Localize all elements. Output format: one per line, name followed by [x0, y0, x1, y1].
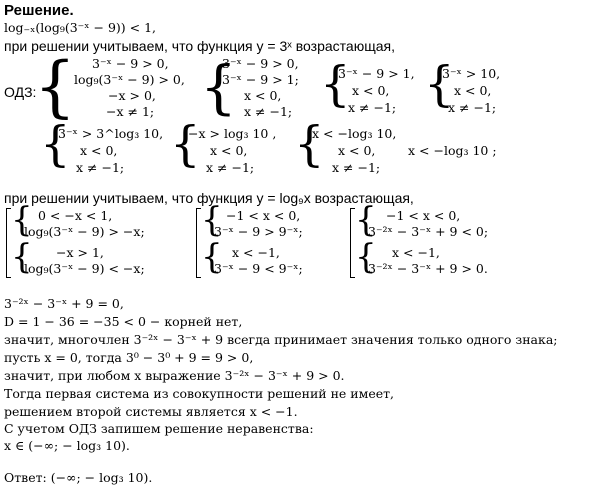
sys4-line: 3⁻ˣ > 10, [442, 66, 501, 81]
set3b-line: 3⁻²ˣ − 3⁻ˣ + 9 > 0. [368, 261, 488, 276]
sys5-line: x < 0, [80, 143, 118, 158]
sys2-line: 3⁻ˣ − 9 > 0, [222, 56, 299, 71]
sys6-line: x < 0, [210, 143, 248, 158]
note-exponential: при решении учитываем, что функция y = 3ˣ возрастающая, [4, 38, 395, 54]
sys3-line: x < 0, [352, 83, 390, 98]
set3b-line: x < −1, [392, 245, 440, 260]
sys7-line: x < −log₃ 10, [312, 126, 397, 141]
sys6-line: x ≠ −1; [206, 160, 255, 175]
check-zero: пусть x = 0, тогда 3⁰ − 3⁰ + 9 = 9 > 0, [4, 350, 254, 365]
system-brace: { [355, 200, 377, 240]
sys1-line: −x > 0, [108, 88, 156, 103]
page-title: Решение. [4, 2, 74, 19]
system-brace: { [34, 48, 76, 125]
always-positive: значит, при любом x выражение 3⁻²ˣ − 3⁻ˣ + 9 > 0. [4, 368, 345, 383]
set1a-line: 0 < −x < 1, [38, 208, 113, 223]
system-brace: { [11, 237, 33, 277]
sys2-line: x < 0, [244, 88, 282, 103]
system-brace: { [201, 237, 223, 277]
sys5-line: 3⁻ˣ > 3^log₃ 10, [58, 126, 164, 141]
sys1-line: 3⁻ˣ − 9 > 0, [92, 56, 169, 71]
system-brace: { [355, 237, 377, 277]
sys7-line: x ≠ −1; [332, 160, 381, 175]
system-brace: { [294, 116, 325, 172]
sys1-line: −x ≠ 1; [106, 104, 155, 119]
sys3-line: 3⁻ˣ − 9 > 1, [338, 66, 415, 81]
system-brace: { [11, 200, 33, 240]
system-brace: { [200, 53, 237, 121]
second-system-solution: решением второй системы является x < −1. [4, 404, 298, 419]
system-brace: { [170, 116, 201, 172]
set3a-line: 3⁻²ˣ − 3⁻ˣ + 9 < 0; [368, 224, 489, 239]
set2a-line: −1 < x < 0, [226, 208, 301, 223]
set1a-line: log₉(3⁻ˣ − 9) > −x; [24, 224, 145, 239]
set2a-line: 3⁻ˣ − 9 > 9⁻ˣ; [214, 224, 303, 239]
inequality: log₋ₓ(log₉(3⁻ˣ − 9)) < 1, [4, 20, 157, 35]
sys7-line: x < 0, [338, 143, 376, 158]
answer: Ответ: (−∞; − log₃ 10). [4, 470, 153, 485]
sys4-line: x < 0, [454, 83, 492, 98]
sys3-line: x ≠ −1; [348, 100, 397, 115]
system-brace: { [40, 116, 71, 172]
sys6-line: −x > log₃ 10 , [188, 126, 277, 141]
note-logarithm: при решении учитываем, что функция y = log₉x возрастающая, [4, 190, 414, 206]
solution-set: x ∈ (−∞; − log₃ 10). [4, 438, 130, 453]
set1b-line: −x > 1, [56, 245, 104, 260]
sys2-line: 3⁻ˣ − 9 > 1; [222, 72, 299, 87]
odz-result: x < −log₃ 10 ; [408, 143, 497, 158]
set1b-line: log₉(3⁻ˣ − 9) < −x; [24, 261, 145, 276]
system-brace: { [320, 56, 351, 112]
odz-label: ОДЗ: [4, 84, 37, 100]
system-brace: { [201, 200, 223, 240]
sign-note: значит, многочлен 3⁻²ˣ − 3⁻ˣ + 9 всегда принимает значения только одного знака; [4, 332, 558, 347]
quadratic-equation: 3⁻²ˣ − 3⁻ˣ + 9 = 0, [4, 296, 124, 311]
set2b-line: x < −1, [232, 245, 280, 260]
odz-note: С учетом ОДЗ запишем решение неравенства: [4, 421, 314, 436]
system-brace: { [424, 56, 455, 112]
set3a-line: −1 < x < 0, [386, 208, 461, 223]
discriminant: D = 1 − 36 = −35 < 0 − корней нет, [4, 314, 243, 329]
sys4-line: x ≠ −1; [448, 100, 497, 115]
sys2-line: x ≠ −1; [244, 104, 293, 119]
set2b-line: 3⁻ˣ − 9 < 9⁻ˣ; [214, 261, 303, 276]
no-solution-note: Тогда первая система из совокупности решений не имеет, [4, 386, 395, 401]
sys1-line: log₉(3⁻ˣ − 9) > 0, [74, 72, 185, 87]
sys5-line: x ≠ −1; [76, 160, 125, 175]
